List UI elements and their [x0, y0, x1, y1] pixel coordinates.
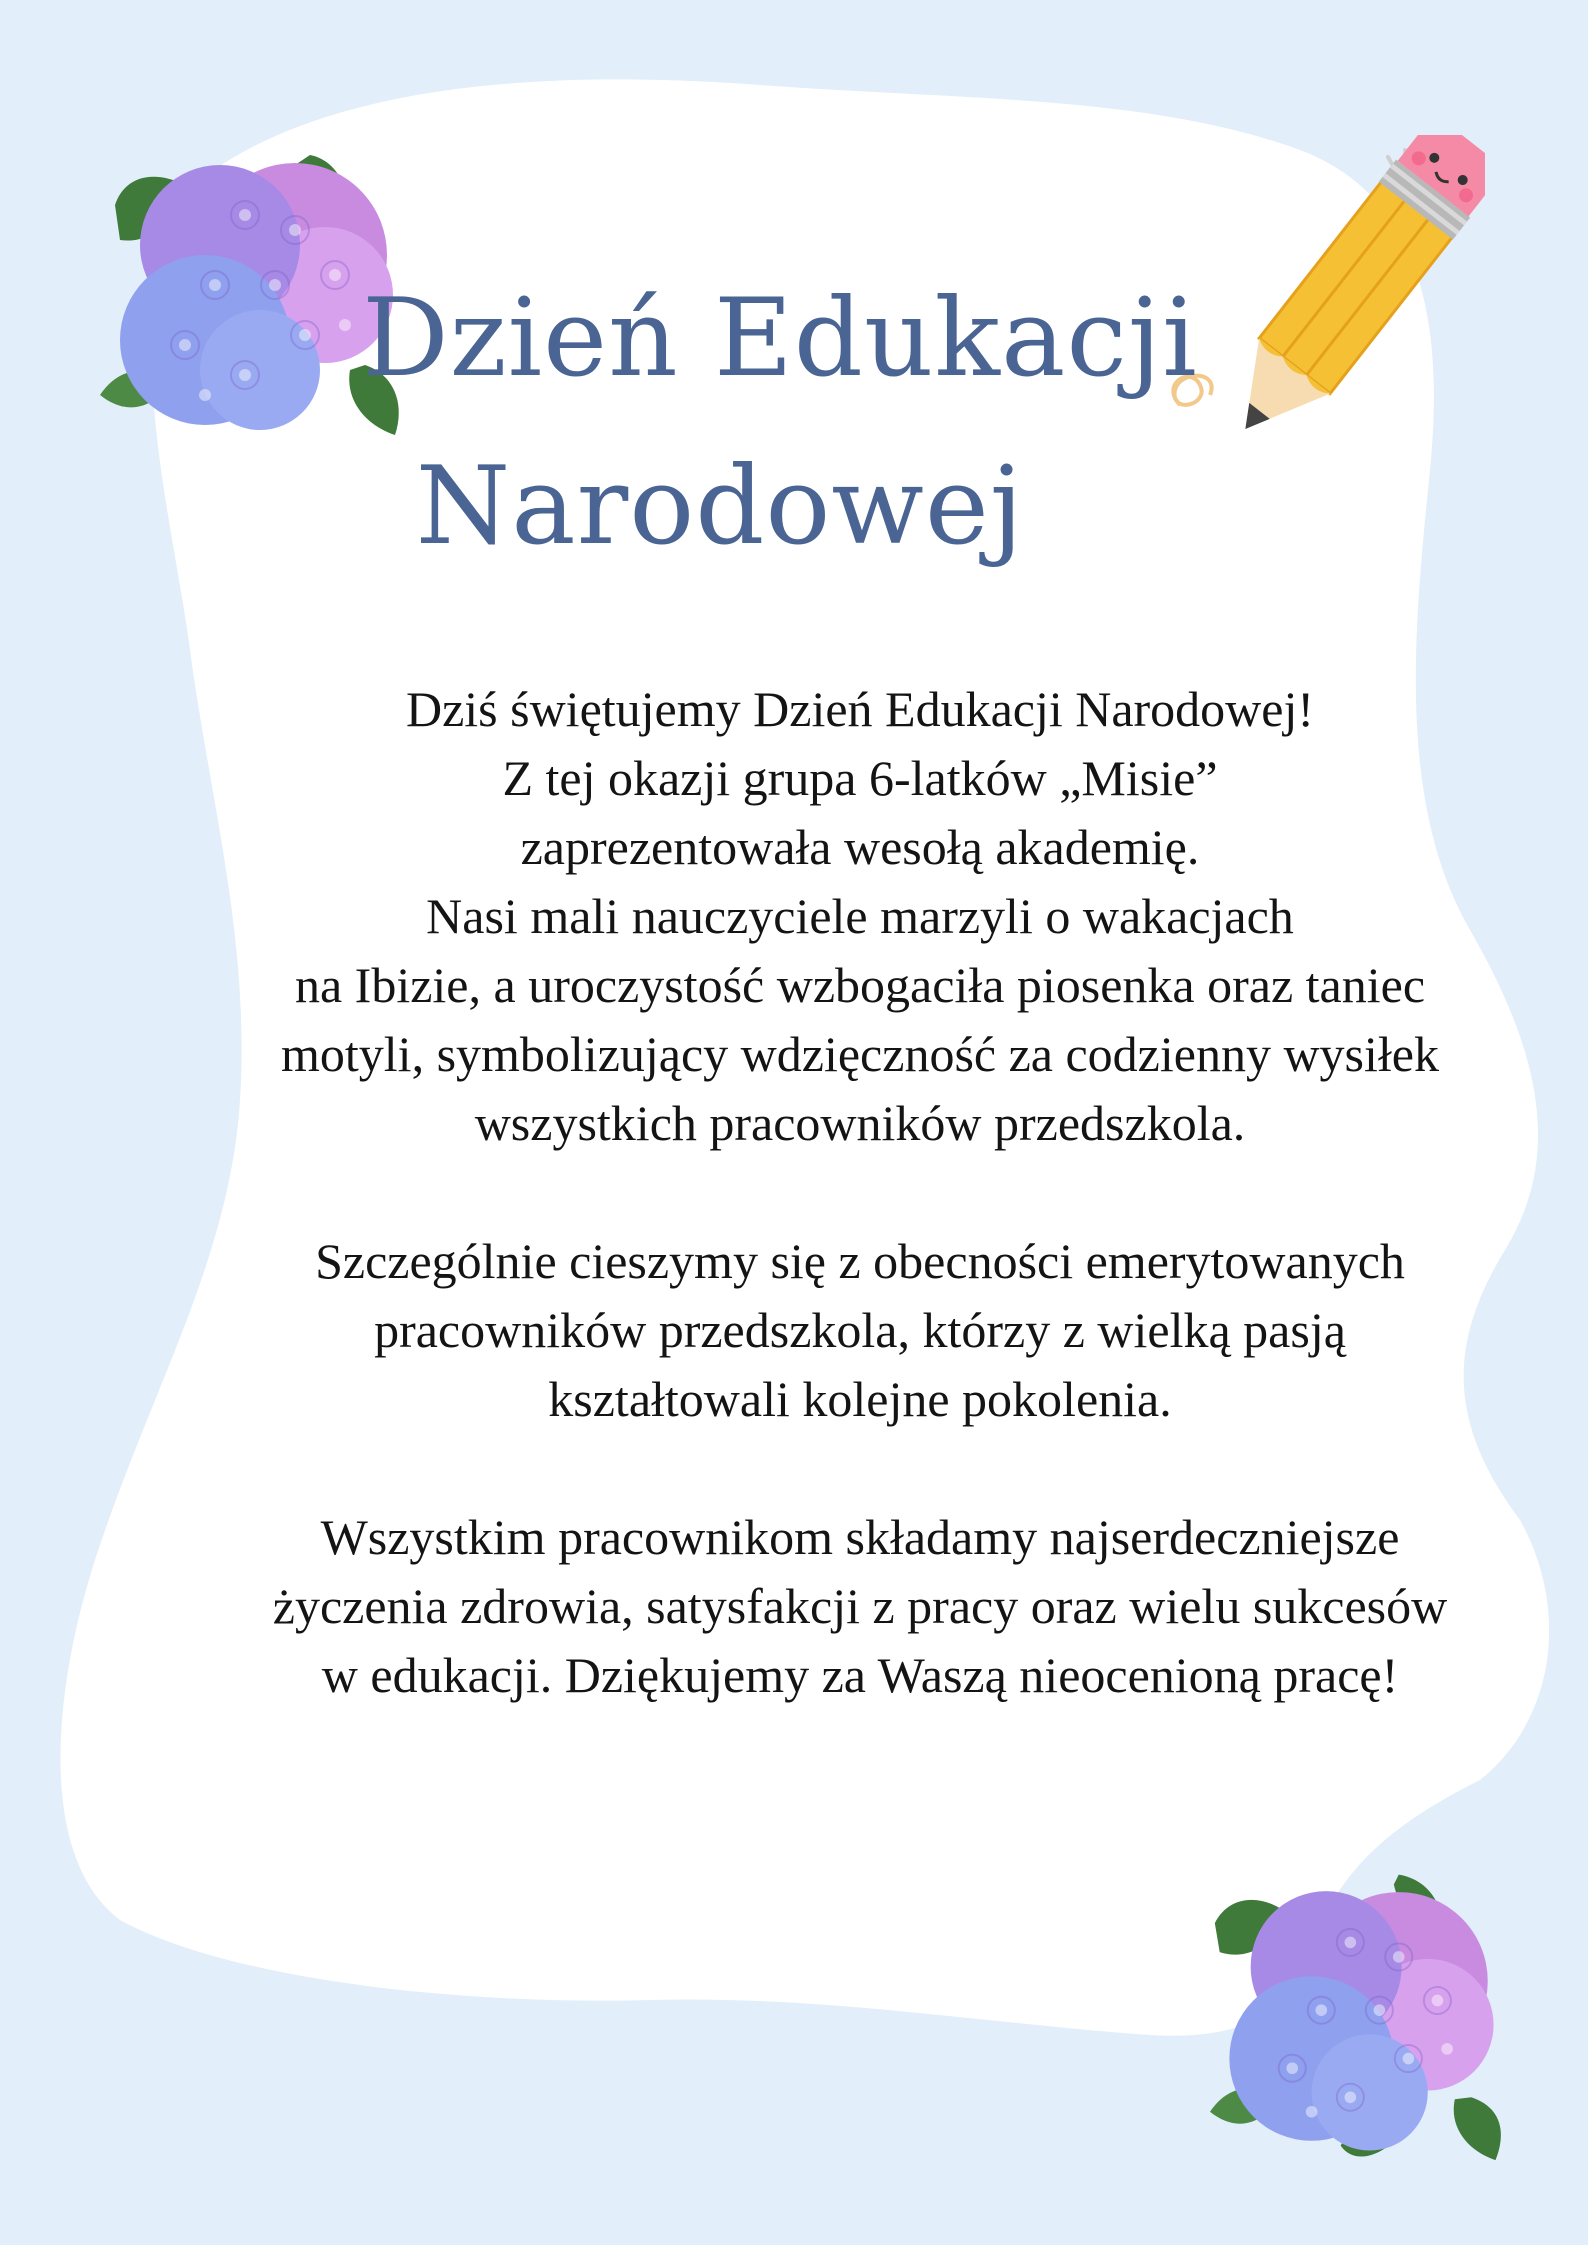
page-title	[330, 255, 1230, 591]
text-line: zaprezentowała wesołą akademię.	[520, 819, 1200, 875]
text-line: Szczególnie cieszymy się z obecności emerytowanych	[315, 1233, 1405, 1289]
hydrangea-icon	[1205, 1865, 1515, 2165]
paragraph-retirees	[200, 1227, 1520, 1434]
title-line-2: Narodowej	[415, 444, 1025, 569]
text-line: życzenia zdrowia, satysfakcji z pracy oraz wielu sukcesów	[272, 1578, 1448, 1634]
greeting-text	[200, 675, 1520, 1779]
text-line: w edukacji. Dziękujemy za Waszą nieocenioną pracę!	[321, 1647, 1399, 1703]
text-line: Dziś świętujemy Dzień Edukacji Narodowej!	[405, 681, 1315, 737]
paragraph-wishes	[200, 1503, 1520, 1710]
text-line: Z tej okazji grupa 6-latków „Misie”	[502, 750, 1218, 806]
text-line: kształtowali kolejne pokolenia.	[548, 1371, 1172, 1427]
text-line: Wszystkim pracownikom składamy najserdeczniejsze	[320, 1509, 1400, 1565]
text-line: pracowników przedszkola, którzy z wielką pasją	[374, 1302, 1346, 1358]
text-line: wszystkich pracowników przedszkola.	[474, 1095, 1246, 1151]
text-line: motyli, symbolizujący wdzięczność za codzienny wysiłek	[281, 1026, 1439, 1082]
title-line-1: Dzień Edukacji	[362, 276, 1198, 401]
text-line: Nasi mali nauczyciele marzyli o wakacjach	[426, 888, 1294, 944]
paragraph-celebration	[200, 675, 1520, 1158]
text-line: na Ibizie, a uroczystość wzbogaciła piosenka oraz taniec	[294, 957, 1426, 1013]
